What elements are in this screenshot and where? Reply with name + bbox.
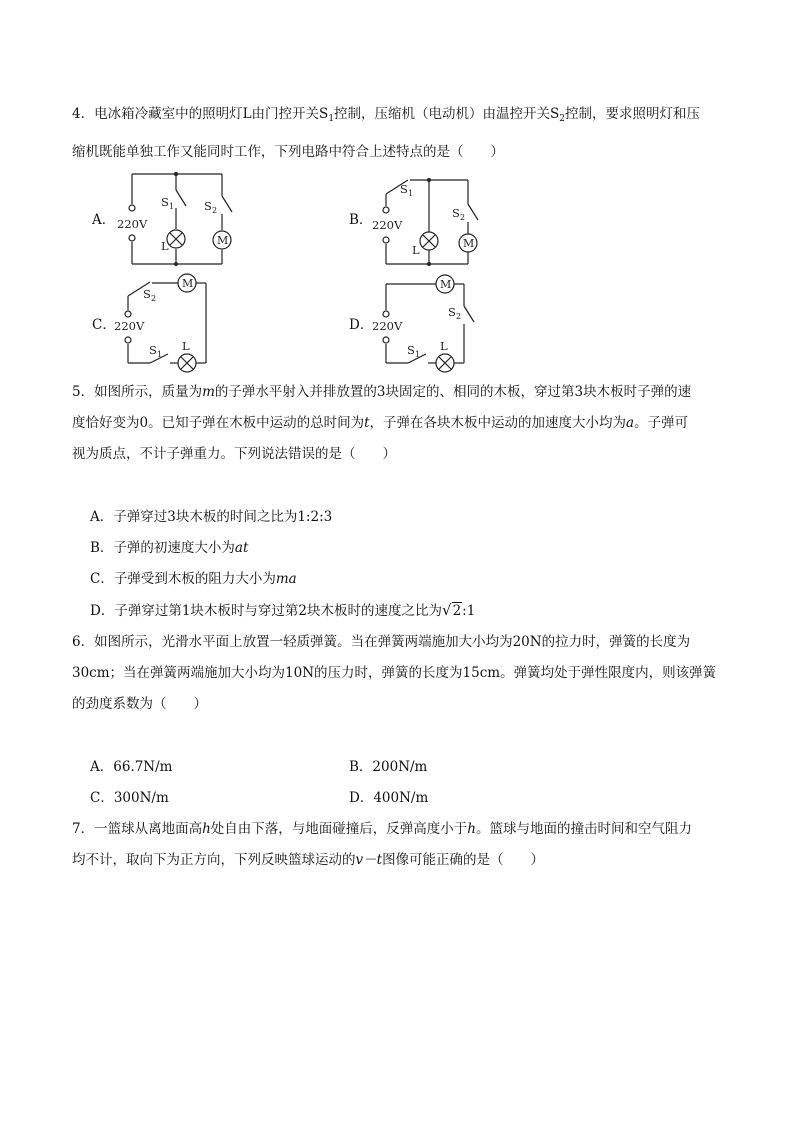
svg-text:2: 2 — [212, 206, 218, 215]
svg-text:S: S — [452, 206, 460, 220]
q5-option-d[interactable]: D．子弹穿过第1块木板时与穿过第2块木板时的速度之比为√2:1 — [90, 601, 476, 619]
svg-text:M: M — [182, 277, 194, 290]
svg-text:S: S — [204, 199, 212, 213]
svg-text:220V: 220V — [372, 218, 403, 232]
motor-icon — [178, 274, 196, 292]
q6-option-c[interactable]: C．300N/m — [90, 790, 169, 806]
svg-text:L: L — [161, 239, 169, 253]
q6-option-d[interactable]: D．400N/m — [349, 790, 429, 806]
circuit-d-diagram — [368, 272, 478, 374]
sqrt-symbol-icon: √ — [442, 601, 452, 619]
q5-option-b[interactable]: B．子弹的初速度大小为at — [90, 540, 249, 556]
svg-text:2: 2 — [456, 312, 462, 321]
q5-stem-line3: 视为质点，不计子弹重力。下列说法错误的是（ ） — [72, 446, 396, 462]
svg-text:L: L — [412, 243, 420, 257]
svg-text:M: M — [217, 234, 229, 247]
motor-icon — [213, 231, 231, 249]
svg-text:L: L — [440, 339, 448, 353]
svg-text:1: 1 — [169, 202, 175, 211]
lamp-icon — [420, 232, 438, 250]
circuit-b-diagram — [368, 170, 508, 270]
svg-text:220V: 220V — [114, 319, 145, 333]
q4-stem-line2: 缩机既能单独工作又能同时工作，下列电路中符合上述特点的是（ ） — [72, 144, 504, 160]
svg-text:S: S — [161, 195, 169, 209]
q4-option-d[interactable]: D． — [349, 317, 374, 333]
circuit-c-diagram — [112, 270, 222, 374]
lamp-icon — [167, 230, 185, 248]
svg-text:S: S — [143, 287, 151, 301]
svg-text:2: 2 — [460, 213, 466, 222]
q4-stem-line1: 4．电冰箱冷藏室中的照明灯L由门控开关$S_1$控制，压缩机（电动机）由温控开关$S_2$控制，要求照明灯和压 — [72, 106, 701, 124]
q6-stem-line1: 6．如图所示，光滑水平面上放置一轻质弹簧。当在弹簧两端施加大小均为20N的拉力时，弹簧的长度为 — [72, 634, 691, 650]
q6-option-b[interactable]: B．200N/m — [349, 759, 428, 775]
svg-text:M: M — [463, 237, 475, 250]
svg-text:S: S — [400, 182, 408, 196]
q6-stem-line3: 的劲度系数为（ ） — [72, 696, 207, 712]
q4-option-b[interactable]: B． — [349, 212, 373, 228]
svg-text:S: S — [149, 343, 157, 357]
q5-option-a[interactable]: A．子弹穿过3块木板的时间之比为1:2:3 — [90, 509, 333, 525]
circuit-a-diagram — [110, 166, 250, 272]
svg-text:L: L — [182, 339, 190, 353]
q4-option-a[interactable]: A． — [92, 212, 116, 228]
lamp-icon — [178, 354, 196, 372]
q5-stem-line2: 度恰好变为0。已知子弹在木板中运动的总时间为t，子弹在各块木板中运动的加速度大小均为a。子弹可 — [72, 415, 689, 431]
q6-stem-line2: 30cm；当在弹簧两端施加大小均为10N的压力时，弹簧的长度为15cm。弹簧均处于弹性限度内，则该弹簧 — [72, 665, 717, 681]
svg-text:S: S — [448, 305, 456, 319]
svg-text:1: 1 — [408, 189, 414, 198]
q7-stem-line1: 7．一篮球从离地面高h处自由下落，与地面碰撞后，反弹高度小于h。篮球与地面的撞击时间和空气阻力 — [72, 821, 692, 837]
svg-text:M: M — [440, 278, 452, 291]
q4-option-c[interactable]: C． — [92, 317, 116, 333]
svg-text:220V: 220V — [372, 319, 403, 333]
q6-option-a[interactable]: A．66.7N/m — [90, 759, 173, 775]
svg-text:220V: 220V — [117, 217, 148, 231]
lamp-icon — [436, 354, 454, 372]
svg-text:1: 1 — [157, 350, 163, 359]
svg-text:1: 1 — [415, 350, 421, 359]
q7-stem-line2: 均不计，取向下为正方向，下列反映篮球运动的v－t图像可能正确的是（ ） — [72, 852, 545, 868]
svg-text:S: S — [407, 343, 415, 357]
svg-text:2: 2 — [151, 294, 157, 303]
motor-icon — [436, 275, 454, 293]
motor-icon — [459, 234, 477, 252]
q5-stem-line1: 5．如图所示，质量为m的子弹水平射入并排放置的3块固定的、相同的木板，穿过第3块木板时子弹的速 — [72, 384, 692, 400]
q5-option-c[interactable]: C．子弹受到木板的阻力大小为ma — [90, 571, 297, 587]
